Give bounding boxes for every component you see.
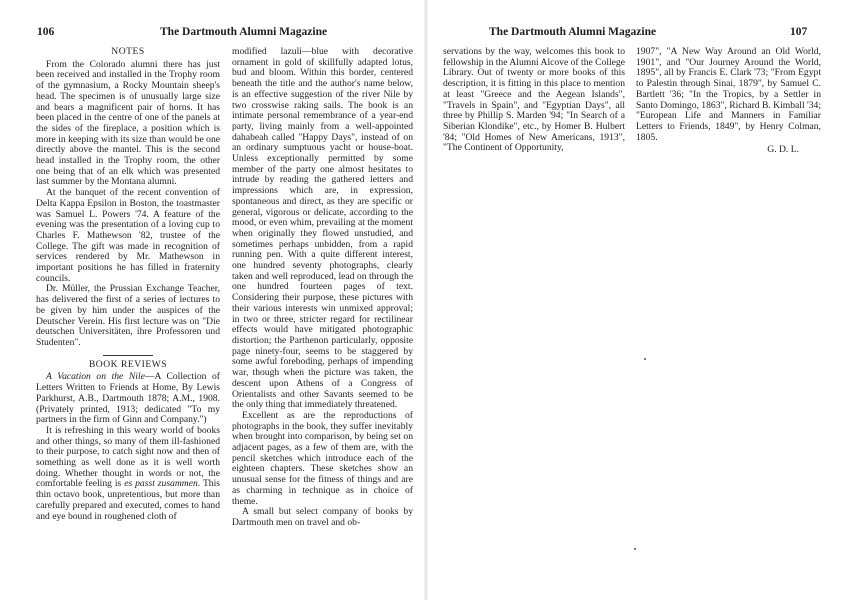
- review-citation-text: —A Collection of Letters Written to Friends at Home, By Lewis Parkhurst, A.B., Dartmouth 1878; A.M., 1908. (Privately printed, 1913; dedicated "To my partners in the firm of Ginn and Company."): [36, 371, 221, 426]
- right-column-2: [636, 47, 821, 156]
- notes-heading: NOTES: [111, 46, 145, 57]
- right-page: [426, 0, 852, 600]
- review-paragraph: 1907", "A New Way Around an Old World, 1901", and "Our Journey Around the World, 1895", all by Francis E. Clark '73; "From Egypt to Palestin through Sinai, 1879", by Samuel C. Bartlett '36; "In the Tropics, by a Settler in Santo Domingo, 1863", Richard B. Kimball '34; "European Life and Manners in Familiar Letters to Friends, 1849", by Henry Colman, 1805.: [636, 46, 821, 143]
- review-text: It is refreshing in this weary world of books and other things, so many of them ill-fashioned to their purpose, to catch sight now and then of something as well done as it is well worth doing. Whether thought in words or not, the comfortable feeling is: [36, 424, 220, 490]
- book-reviews-heading: BOOK REVIEWS: [88, 358, 168, 370]
- notes-paragraph: From the Colorado alumni there has just been received and installed in the Trophy room of the gymnasium, a Rocky Mountain sheep's head. The specimen is of unusually large size and bears a magnificent pair of horns. It has been placed in the centre of one of the panels at the sides of the fireplace, a position which is more in keeping with its size than would be one directly above the mantel. This is the second head installed in the Trophy room, the other one being that of an elk which was presented last summer by the Montana alumni.: [36, 58, 220, 188]
- right-running-title: The Dartmouth Alumni Magazine: [489, 26, 657, 38]
- review-title: A Vacation on the Nile: [46, 371, 145, 383]
- review-paragraph: servations by the way, welcomes this book to fellowship in the Alumni Alcove of the College Library. Out of twenty or more books of this description, it is fitting in this place to mention at least "Greece and the Aegean Islands", "Travels in Spain", and "Egyptian Days", all three by Phillip S. Marden '94; "In Search of a Siberian Klondike", etc., by Homer B. Hulbert '84; "Old Homes of New Americans, 1913", "The Continent of Opportunity,: [443, 46, 625, 154]
- left-column-2: [232, 47, 413, 529]
- paper-speck: [634, 548, 636, 550]
- review-paragraph: Excellent as are the reproductions of photographs in the book, they suffer inevitably when brought into comparison, by being set on adjacent pages, as a few of them are, with the pencil sketches which introduce each of the eighteen chapters. These sketches show an unusual sense for the fitness of things and are as charming in technique as in choice of theme.: [232, 409, 413, 507]
- review-paragraph: A small but select company of books by Dartmouth men on travel and ob-: [232, 506, 413, 528]
- reviewer-signature: G. D. L.: [767, 144, 799, 156]
- review-text: . This thin octavo book, unpretentious, but more than carefully prepared and executed, comes to hand and eye bound in roughened cloth of: [36, 478, 220, 522]
- notes-paragraph: Dr. Müller, the Prussian Exchange Teacher, has delivered the first of a series of lectures to be given by him under the auspices of the Deutscher Verein. His first lecture was on "Die deutschen Universitäten, ihre Professoren und Studenten".: [36, 283, 220, 348]
- right-column-1: [443, 47, 625, 154]
- review-paragraph: modified lazuli—blue with decorative ornament in gold of skillfully adapted lotus, bud and bloom. Within this border, centered beneath the title and the author's name below, is an effective suggestion of the river Nile by two crosswise raking sails. The book is an intimate personal remembrance of a year-end party, living mainly from a well-appointed dahabeah called "Happy Days", instead of on an ordinary sumptuous yacht or house-boat. Unless exceptionally permitted by some member of the party one almost hesitates to intrude by reading the gathered letters and impressions which are, in expression, spontaneous and direct, as they are specific or general, vigorous or delicate, according to the mood, or even whim, prevailing at the moment when originally they flowed unstudied, and sometimes perhaps unbidden, from a rapid running pen. With a quite different interest, one hundred seventy photographs, clearly taken and well reproduced, lead on through the one hundred fourteen pages of text. Considering their purpose, these pictures with their various interests win unmixed approval; in two or three, stricter regard for rectilinear effects would have mitigated photographic distortion; the Parthenon particularly, opposite page ninety-four, seems to be staggered by some awful foreboding, perhaps of impending war, though when the picture was taken, the descent upon Athens of a Congress of Orientalists and other Savants seemed to be the only thing that immediately threatened.: [232, 46, 413, 411]
- review-citation: [36, 372, 220, 426]
- left-running-title: The Dartmouth Alumni Magazine: [160, 26, 328, 38]
- notes-paragraph: At the banquet of the recent convention of Delta Kappa Epsilon in Boston, the toastmaster was Samuel L. Powers '74. A feature of the evening was the presentation of a loving cup to Charles F. Mathewson '82, trustee of the College. The gift was made in recognition of services rendered by Mr. Mathewson in important positions he has filled in fraternity councils.: [36, 187, 220, 284]
- left-page-number: 106: [37, 26, 55, 38]
- section-divider: [103, 355, 153, 356]
- paper-speck: [644, 358, 646, 360]
- left-column-1: [36, 47, 220, 522]
- review-paragraph: [36, 426, 220, 522]
- review-italic-phrase: es passt zusammen: [124, 478, 198, 490]
- right-page-number: 107: [790, 26, 808, 38]
